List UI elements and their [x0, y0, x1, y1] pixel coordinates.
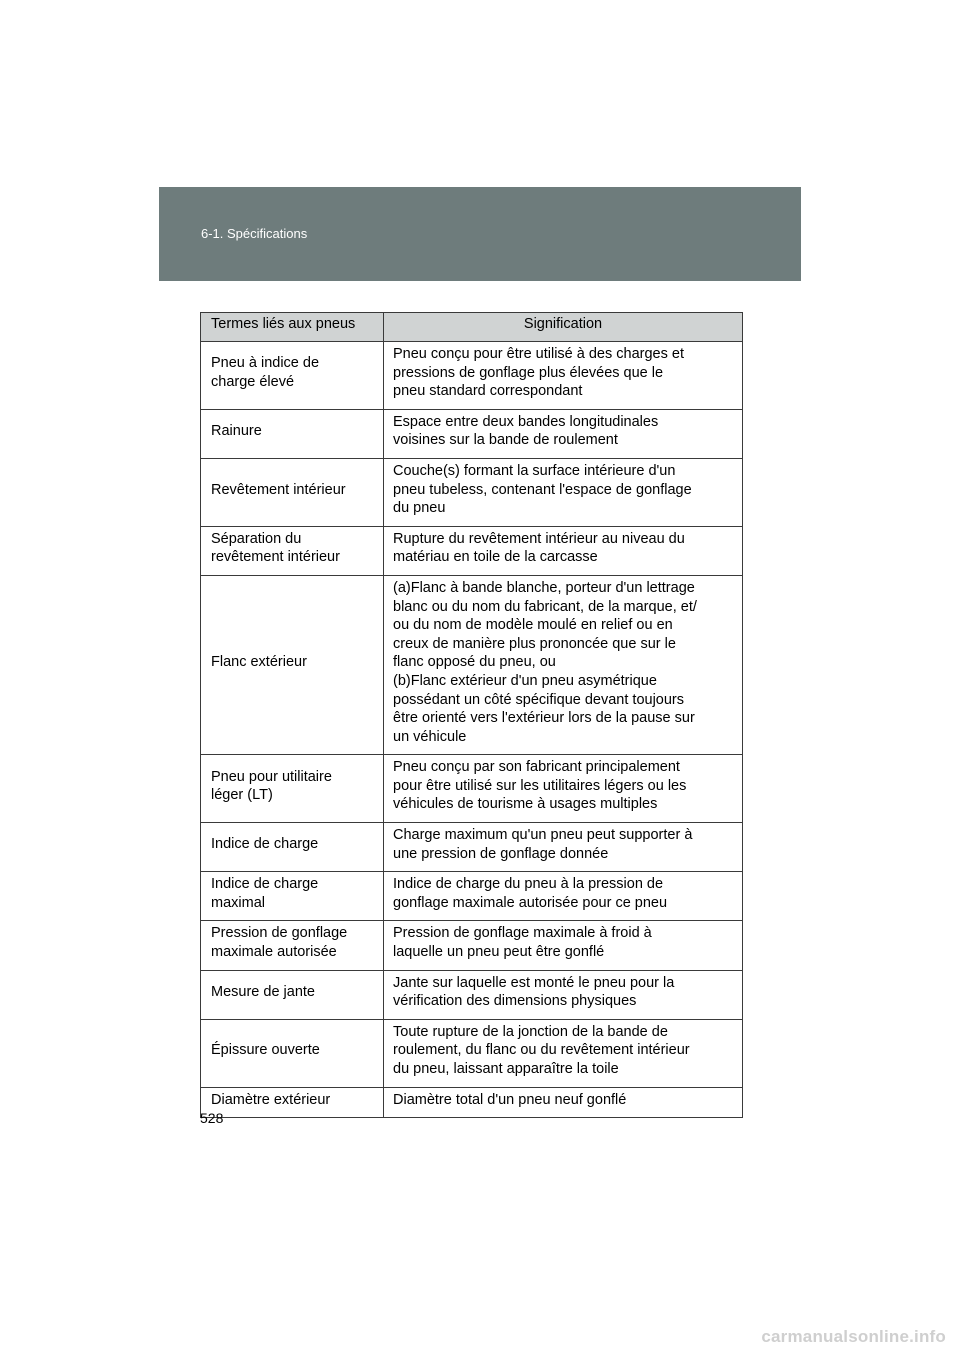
meaning-cell: Toute rupture de la jonction de la bande de roulement, du flanc ou du revêtement intérieur du pneu, laissant apparaître la toile: [384, 1019, 743, 1087]
section-header-band: [159, 187, 801, 281]
meaning-cell: Indice de charge du pneu à la pression de gonflage maximale autorisée pour ce pneu: [384, 872, 743, 921]
meaning-cell: Espace entre deux bandes longitudinales voisines sur la bande de roulement: [384, 409, 743, 458]
term-cell: Rainure: [201, 409, 384, 458]
meaning-cell: Charge maximum qu'un pneu peut supporter à une pression de gonflage donnée: [384, 823, 743, 872]
table-row: [201, 755, 743, 823]
term-cell: Mesure de jante: [201, 970, 384, 1019]
term-cell: Pneu à indice de charge élevé: [201, 342, 384, 410]
table-row: [201, 970, 743, 1019]
table-row: [201, 526, 743, 575]
table-row: [201, 921, 743, 970]
header-terms: Termes liés aux pneus: [201, 313, 384, 342]
meaning-cell: Pneu conçu pour être utilisé à des charges et pressions de gonflage plus élevées que le pneu standard correspondant: [384, 342, 743, 410]
site-watermark: carmanualsonline.info: [761, 1327, 946, 1346]
term-cell: Pression de gonflage maximale autorisée: [201, 921, 384, 970]
term-cell: Revêtement intérieur: [201, 458, 384, 526]
meaning-cell: (a)Flanc à bande blanche, porteur d'un lettrage blanc ou du nom du fabricant, de la marque, et/ ou du nom de modèle moulé en relief ou en creux de manière plus prononcée que sur le flanc opposé du pneu, ou (b)Flanc extérieur d'un pneu asymétrique possédant un côté spécifique devant toujours être orienté vers l'extérieur lors de la pause sur un véhicule: [384, 575, 743, 754]
meaning-cell: Jante sur laquelle est monté le pneu pour la vérification des dimensions physiques: [384, 970, 743, 1019]
meaning-cell: Pneu conçu par son fabricant principalement pour être utilisé sur les utilitaires légers ou les véhicules de tourisme à usages multiples: [384, 755, 743, 823]
table-row: [201, 872, 743, 921]
tire-terms-table: [200, 312, 743, 1118]
term-cell: Diamètre extérieur: [201, 1087, 384, 1118]
term-cell: Flanc extérieur: [201, 575, 384, 754]
term-cell: Épissure ouverte: [201, 1019, 384, 1087]
term-cell: Séparation du revêtement intérieur: [201, 526, 384, 575]
page-number: 528: [200, 1110, 224, 1126]
table-row: [201, 823, 743, 872]
table-header-row: [201, 313, 743, 342]
table-row: [201, 342, 743, 410]
term-cell: Indice de charge: [201, 823, 384, 872]
table-row: [201, 409, 743, 458]
term-cell: Indice de charge maximal: [201, 872, 384, 921]
meaning-cell: Diamètre total d'un pneu neuf gonflé: [384, 1087, 743, 1118]
meaning-cell: Pression de gonflage maximale à froid à laquelle un pneu peut être gonflé: [384, 921, 743, 970]
table-row: [201, 1087, 743, 1118]
meaning-cell: Couche(s) formant la surface intérieure d'un pneu tubeless, contenant l'espace de gonflage du pneu: [384, 458, 743, 526]
header-meaning: Signification: [384, 313, 743, 342]
section-title: 6-1. Spécifications: [201, 226, 308, 241]
meaning-cell: Rupture du revêtement intérieur au niveau du matériau en toile de la carcasse: [384, 526, 743, 575]
term-cell: Pneu pour utilitaire léger (LT): [201, 755, 384, 823]
table-row: [201, 575, 743, 754]
table-row: [201, 458, 743, 526]
table-row: [201, 1019, 743, 1087]
